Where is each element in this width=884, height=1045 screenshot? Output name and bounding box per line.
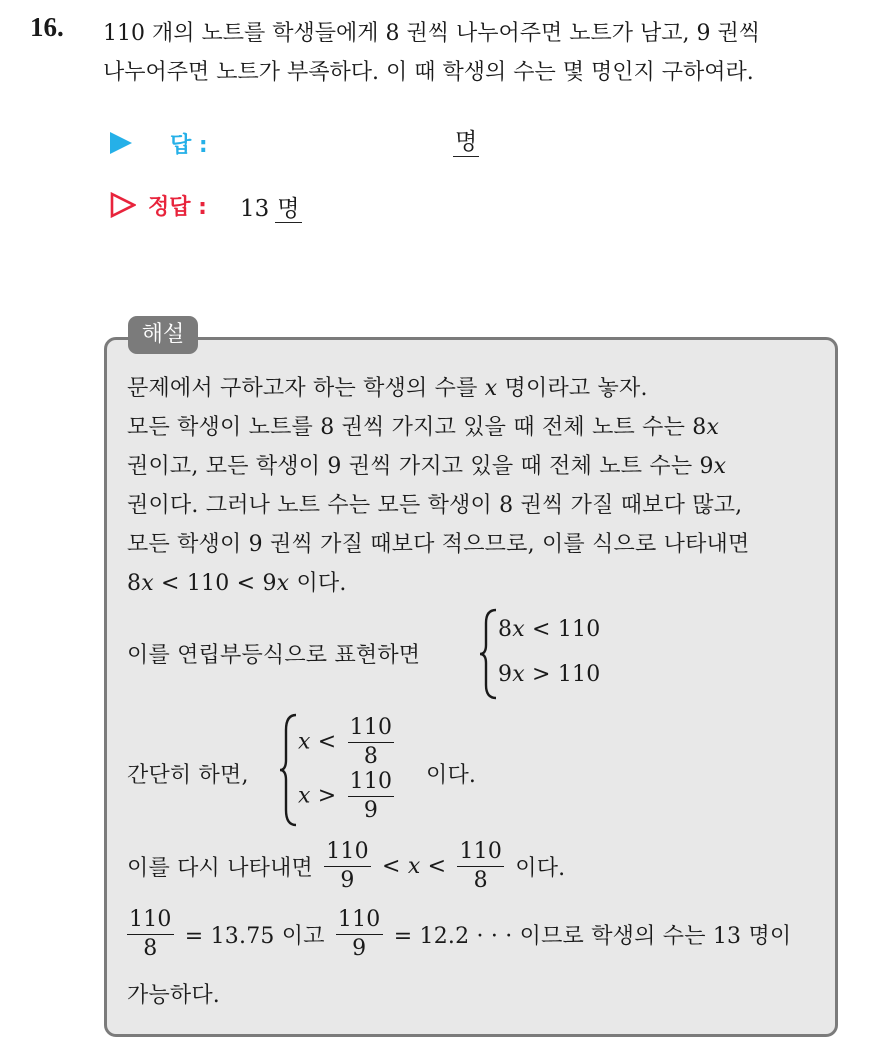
text: 문제에서 구하고자 하는 학생의 수를: [127, 376, 485, 401]
variable: x: [512, 662, 525, 687]
solution-final-line: 가능하다.: [127, 983, 221, 1008]
numerator: 110: [457, 838, 504, 867]
denominator: 8: [143, 936, 158, 961]
answer-unit: 명: [455, 129, 478, 155]
text: 9: [498, 662, 513, 687]
fraction: [348, 768, 395, 825]
denominator: 9: [363, 798, 379, 823]
calc-line: [127, 906, 791, 963]
denominator: 8: [473, 868, 488, 893]
simplify-intro: 간단히 하면,: [127, 763, 249, 788]
solution-line-4: 권이다. 그러나 노트 수는 모든 학생이 8 권씩 가질 때보다 많고,: [127, 493, 743, 518]
fraction: [324, 838, 371, 895]
solution-line-5: 모든 학생이 9 권씩 가질 때보다 적으므로, 이를 식으로 나타내면: [127, 532, 750, 557]
again-line: [127, 838, 565, 895]
simplified-ineq-2: [298, 768, 398, 825]
text: = 13.75 이고: [177, 924, 325, 949]
outline-triangle-icon: [110, 192, 136, 218]
correct-answer: [240, 190, 302, 223]
text: >: [310, 783, 344, 809]
fraction: [457, 838, 504, 895]
problem-line-2: 나누어주면 노트가 부족하다. 이 때 학생의 수는 몇 명인지 구하여라.: [103, 60, 754, 85]
variable: x: [276, 571, 290, 596]
variable: x: [298, 783, 311, 809]
text: 명이라고 놓자.: [497, 376, 648, 401]
solution-line-1: [127, 371, 648, 402]
solution-line-3: [127, 449, 726, 480]
text: 모든 학생이 노트를 8 권씩 가지고 있을 때 전체 노트 수는 8: [127, 415, 707, 440]
numerator: 110: [127, 906, 174, 935]
text: <: [420, 854, 454, 879]
text: 이다.: [515, 856, 566, 881]
problem-text: [103, 14, 873, 92]
fraction: [336, 906, 383, 963]
variable: x: [484, 376, 498, 401]
system-intro: 이를 연립부등식으로 표현하면: [127, 643, 421, 668]
text: 권이고, 모든 학생이 9 권씩 가지고 있을 때 전체 노트 수는 9: [127, 454, 714, 479]
variable: x: [298, 729, 311, 755]
answer-label: 답 :: [170, 133, 208, 158]
denominator: 9: [340, 868, 355, 893]
correct-answer-value: 13: [240, 196, 270, 222]
simplified-ineq-1: [298, 714, 398, 771]
numerator: 110: [348, 714, 395, 743]
correct-answer-label: 정답 :: [148, 195, 207, 220]
fraction: [348, 714, 395, 771]
text: 8: [127, 571, 142, 596]
text: < 110 < 9: [153, 571, 277, 596]
left-brace-icon: [478, 607, 500, 701]
text: = 12.2 · · · 이므로 학생의 수는 13 명이: [386, 924, 792, 949]
text: 이다.: [289, 571, 347, 596]
text: < 110: [524, 617, 601, 642]
problem-number: 16.: [30, 12, 64, 42]
text: 8: [498, 617, 513, 642]
numerator: 110: [348, 768, 395, 797]
variable: x: [141, 571, 154, 596]
system-eq-2: [498, 662, 600, 687]
text: > 110: [524, 662, 601, 687]
system-eq-1: [498, 617, 600, 642]
solution-tag: 해설: [128, 316, 198, 354]
simplify-end: 이다.: [426, 763, 477, 788]
problem-line-1: 110 개의 노트를 학생들에게 8 권씩 나누어주면 노트가 남고, 9 권씩: [103, 21, 760, 46]
solution-line-2: [127, 410, 719, 441]
fraction: [127, 906, 174, 963]
variable: x: [713, 454, 727, 479]
text: <: [374, 854, 408, 879]
denominator: 9: [352, 936, 367, 961]
left-brace-icon: [278, 712, 300, 828]
denominator: 8: [363, 744, 379, 769]
solution-line-6: [127, 566, 347, 597]
text: <: [310, 729, 344, 755]
play-triangle-icon: [110, 132, 132, 154]
variable: x: [407, 854, 421, 879]
text: 이를 다시 나타내면: [127, 856, 314, 881]
variable: x: [512, 617, 525, 642]
variable: x: [706, 415, 720, 440]
correct-answer-unit: 명: [277, 196, 300, 222]
numerator: 110: [336, 906, 383, 935]
numerator: 110: [324, 838, 371, 867]
